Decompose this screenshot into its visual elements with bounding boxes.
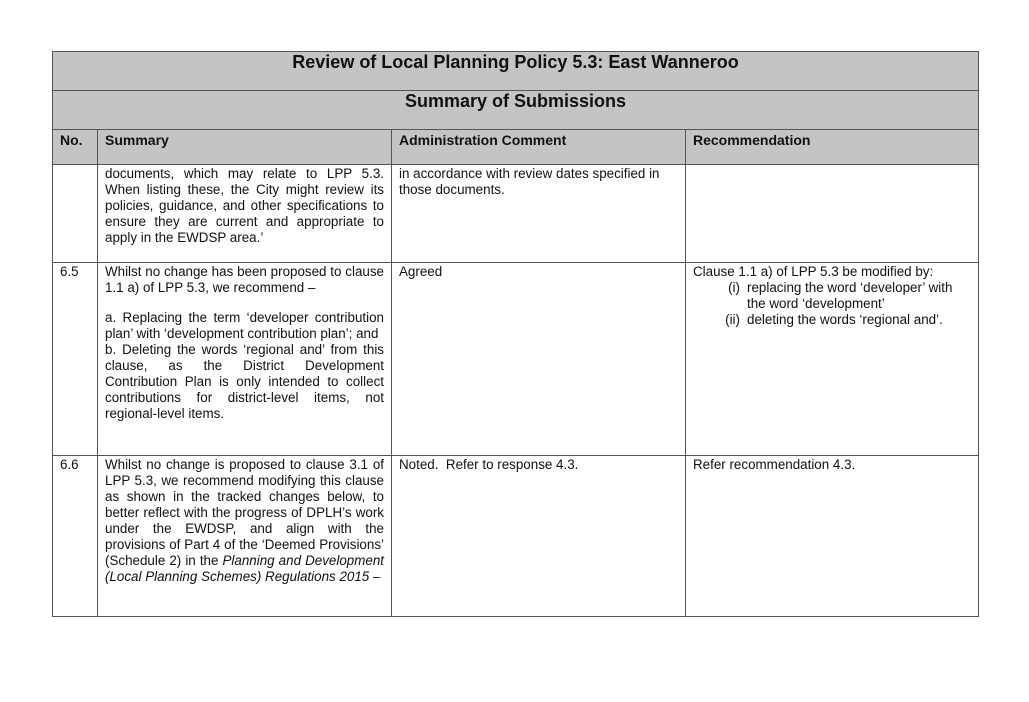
list-item (693, 280, 971, 312)
row-recommendation: Refer recommendation 4.3. (686, 456, 979, 617)
list-item-text: deleting the words ‘regional and’. (747, 312, 943, 327)
col-header-summary: Summary (98, 130, 392, 165)
row-no: 6.6 (53, 456, 98, 617)
title-row (53, 52, 979, 91)
row-comment: Agreed (392, 263, 686, 456)
recommendation-list (693, 280, 971, 328)
header-row (53, 130, 979, 165)
row-summary (98, 263, 392, 456)
submissions-table (52, 51, 979, 617)
row-no: 6.5 (53, 263, 98, 456)
summary-text: Whilst no change is proposed to clause 3.1 of LPP 5.3, we recommend modifying this clause as shown in the tracked changes below, to better reflect with the progress of DPLH’s work under the EWDSP, and align with the provisions of Part 4 of the ‘Deemed Provisions’ (Schedule 2) in the (105, 457, 384, 568)
row-comment (392, 456, 686, 617)
list-item (693, 312, 971, 328)
table-row (53, 263, 979, 456)
list-item-number: (i) (728, 280, 740, 295)
subtitle-row (53, 91, 979, 130)
col-header-recommendation: Recommendation (686, 130, 979, 165)
row-recommendation (686, 165, 979, 263)
comment-text: Noted. Refer to response 4.3. (399, 457, 579, 472)
table-row (53, 165, 979, 263)
summary-point-b: b. Deleting the words ‘regional and’ from this clause, as the District Development Contribution Plan is only intended to collect contributions for district-level items, not regional-level items. (105, 342, 384, 421)
row-recommendation (686, 263, 979, 456)
summary-point-a: a. Replacing the term ‘developer contribution plan’ with ‘development contribution plan’; and (105, 310, 384, 341)
col-header-comment: Administration Comment (392, 130, 686, 165)
document-title: Review of Local Planning Policy 5.3: East Wanneroo (53, 52, 979, 91)
recommendation-intro: Clause 1.1 a) of LPP 5.3 be modified by: (693, 264, 934, 279)
row-summary: documents, which may relate to LPP 5.3. When listing these, the City might review its policies, guidance, and other specifications to ensure they are current and appropriate to apply in the EWDSP area.’ (98, 165, 392, 263)
row-no (53, 165, 98, 263)
list-item-number: (ii) (725, 312, 740, 327)
summary-intro: Whilst no change has been proposed to clause 1.1 a) of LPP 5.3, we recommend – (105, 264, 384, 295)
table-row (53, 456, 979, 617)
col-header-no: No. (53, 130, 98, 165)
summary-italic-text: Planning and Development (Local Planning Schemes) Regulations 2015 – (105, 553, 384, 584)
list-item-text: replacing the word ‘developer’ with the word ‘development’ (747, 280, 953, 311)
row-comment: in accordance with review dates specified in those documents. (392, 165, 686, 263)
document-subtitle: Summary of Submissions (53, 91, 979, 130)
row-summary (98, 456, 392, 617)
